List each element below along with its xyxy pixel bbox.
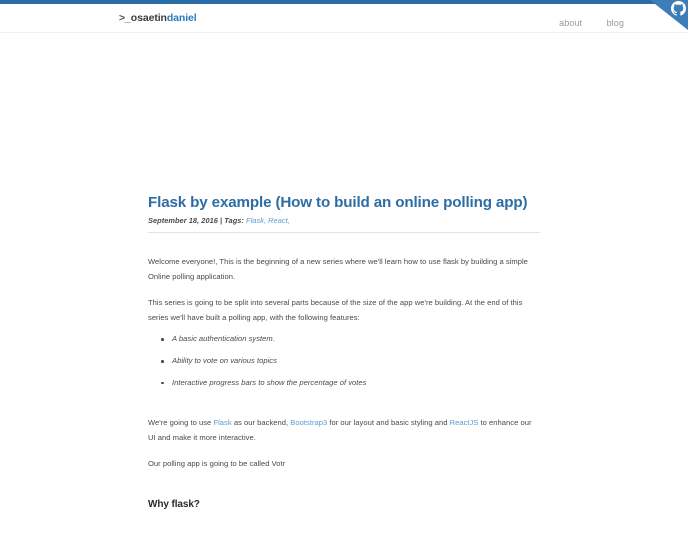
link-reactjs[interactable]: ReactJS: [449, 418, 479, 428]
tag-link-flask[interactable]: Flask,: [246, 216, 267, 226]
brand-name-last: daniel: [166, 12, 197, 24]
post-title: Flask by example (How to build an online polling app): [148, 194, 528, 211]
stack-text-suffix: to enhance our UI and make it more interactive.: [148, 418, 532, 443]
main-content: [0, 34, 688, 512]
list-bottom-spacer: [148, 399, 540, 416]
stack-text-mid-2: for our layout and basic styling and: [327, 418, 450, 428]
site-header: [0, 4, 688, 33]
primary-navigation: [539, 13, 624, 31]
link-bootstrap3[interactable]: Bootstrap3: [290, 418, 328, 428]
section-heading-why-flask: Why flask?: [148, 498, 200, 510]
list-item: Ability to vote on various topics: [172, 356, 540, 367]
list-item: A basic authentication system.: [172, 334, 540, 345]
paragraph-series: This series is going to be split into several parts because of the size of the app we're building. At the end of this series we'll have built a polling app, with the following features:: [148, 297, 523, 322]
github-corner-ribbon[interactable]: [650, 0, 688, 30]
post-date: September 18, 2016: [148, 216, 218, 226]
brand-prompt-glyph: >_: [119, 12, 131, 24]
link-flask[interactable]: Flask: [213, 418, 232, 428]
github-octocat-icon: [671, 1, 686, 16]
paragraph-app-name: Our polling app is going to be called Votr: [148, 458, 286, 468]
tags-label: Tags:: [224, 216, 244, 226]
nav-link-about[interactable]: about: [559, 18, 583, 28]
paragraph-intro: Welcome everyone!, This is the beginning of a new series where we'll learn how to use flask by building a simple Online polling application.: [148, 257, 528, 282]
nav-link-blog[interactable]: blog: [606, 18, 624, 28]
paragraph-stack: [148, 416, 540, 446]
features-list: [148, 334, 540, 388]
stack-text-mid-1: as our backend,: [231, 418, 291, 428]
post-header-divider: [148, 232, 540, 233]
post-body: [148, 255, 540, 548]
clipped-bottom-text: [148, 534, 540, 549]
stack-text-prefix: We're going to use: [148, 418, 214, 428]
brand-name-first: osaetin: [130, 12, 167, 24]
list-item: Interactive progress bars to show the percentage of votes: [172, 378, 540, 389]
post-meta: [148, 216, 540, 225]
site-brand-logo[interactable]: [119, 12, 197, 24]
header-inner: [119, 4, 624, 33]
meta-separator: |: [217, 216, 225, 226]
blog-post-article: [148, 194, 540, 549]
tag-link-react[interactable]: React,: [268, 216, 290, 226]
